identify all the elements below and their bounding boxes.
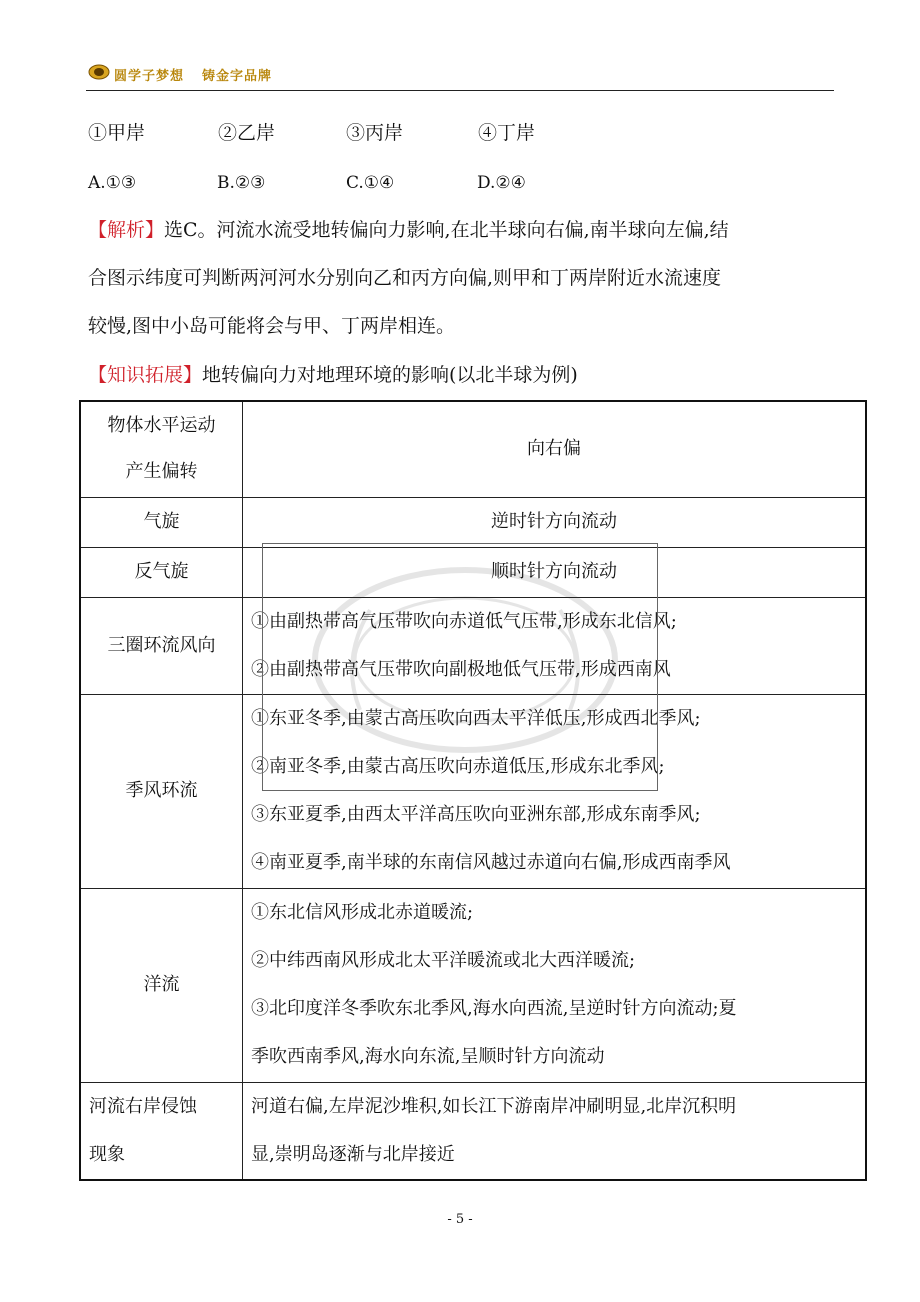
row-label-line: 三圈环流风向 [107, 634, 216, 656]
row-label [80, 401, 243, 497]
table-row [80, 547, 866, 597]
row-label-line: 气旋 [143, 511, 180, 532]
row-content [243, 1082, 867, 1180]
row-content-line: ②南亚冬季,由蒙古高压吹向赤道低压,形成东北季风; [251, 756, 665, 777]
row-label-line: 季风环流 [125, 780, 198, 801]
row-label [80, 597, 243, 694]
row-content-line: ③东亚夏季,由西太平洋高压吹向亚洲东部,形成东南季风; [251, 804, 701, 825]
row-content-line: ②由副热带高气压带吹向副极地低气压带,形成西南风 [251, 658, 671, 680]
row-label [80, 694, 243, 888]
table-row [80, 1082, 866, 1180]
row-content-line: 季吹西南季风,海水向东流,呈顺时针方向流动 [251, 1046, 605, 1067]
row-label [80, 888, 243, 1082]
row-label-line: 物体水平运动 [107, 415, 216, 437]
page-header [86, 60, 834, 91]
table-row [80, 888, 866, 1082]
option-2: ②乙岸 [218, 122, 276, 144]
table-row [80, 497, 866, 547]
row-content-line: ②中纬西南风形成北太平洋暖流或北大西洋暖流; [251, 950, 636, 971]
row-label-line: 反气旋 [134, 561, 189, 582]
analysis-line-1: 选C。河流水流受地转偏向力影响,在北半球向右偏,南半球向左偏,结 [164, 219, 729, 241]
knowledge-heading [88, 360, 578, 387]
row-content-line: 显,崇明岛逐渐与北岸接近 [251, 1143, 455, 1165]
knowledge-tag: 【知识拓展】 [88, 364, 203, 386]
table-row [80, 597, 866, 694]
row-content-line: 逆时针方向流动 [491, 511, 617, 532]
analysis-tag: 【解析】 [88, 219, 165, 241]
row-content [243, 597, 867, 694]
row-label-line: 洋流 [143, 974, 180, 995]
row-content-line: 向右偏 [527, 438, 581, 460]
option-3: ③丙岸 [346, 122, 404, 144]
answer-c: C.①④ [346, 173, 395, 193]
analysis-paragraph [88, 206, 838, 350]
page-number: - 5 - [447, 1212, 473, 1227]
answer-b: B.②③ [217, 173, 266, 193]
row-content [243, 694, 867, 888]
row-content [243, 497, 867, 547]
row-label [80, 547, 243, 597]
analysis-line-2: 合图示纬度可判断两河河水分别向乙和丙方向偏,则甲和丁两岸附近水流速度 [88, 267, 722, 289]
row-content-line: ④南亚夏季,南半球的东南信风越过赤道向右偏,形成西南季风 [251, 852, 731, 873]
row-label [80, 1082, 243, 1180]
row-content-line: 顺时针方向流动 [491, 561, 617, 582]
analysis-line-3: 较慢,图中小岛可能将会与甲、丁两岸相连。 [88, 315, 456, 337]
knowledge-title: 地转偏向力对地理环境的影响(以北半球为例) [202, 364, 578, 386]
table-row [80, 401, 866, 497]
row-content-line: 河道右偏,左岸泥沙堆积,如长江下游南岸冲刷明显,北岸沉积明 [251, 1095, 737, 1117]
row-content-line: ③北印度洋冬季吹东北季风,海水向西流,呈逆时针方向流动;夏 [251, 998, 737, 1019]
answer-a: A.①③ [88, 173, 137, 193]
row-label-line: 产生偏转 [125, 461, 198, 483]
brand-left: 圆学子梦想 [114, 69, 185, 84]
brand-right: 铸金字品牌 [202, 69, 273, 84]
table-row [80, 694, 866, 888]
row-content [243, 547, 867, 597]
row-label [80, 497, 243, 547]
row-content [243, 888, 867, 1082]
row-label-line: 现象 [89, 1143, 125, 1165]
row-content-line: ①东北信风形成北赤道暖流; [251, 902, 474, 923]
brand-slogan [114, 65, 272, 84]
row-content [243, 401, 867, 497]
row-label-line: 河流右岸侵蚀 [89, 1095, 197, 1117]
option-4: ④丁岸 [478, 122, 536, 144]
row-content-line: ①由副热带高气压带吹向赤道低气压带,形成东北信风; [251, 610, 677, 632]
option-1: ①甲岸 [88, 122, 146, 144]
brand-logo-icon [88, 64, 110, 80]
coriolis-effect-table [79, 400, 867, 1181]
answer-d: D.②④ [477, 173, 526, 193]
row-content-line: ①东亚冬季,由蒙古高压吹向西太平洋低压,形成西北季风; [251, 708, 701, 729]
